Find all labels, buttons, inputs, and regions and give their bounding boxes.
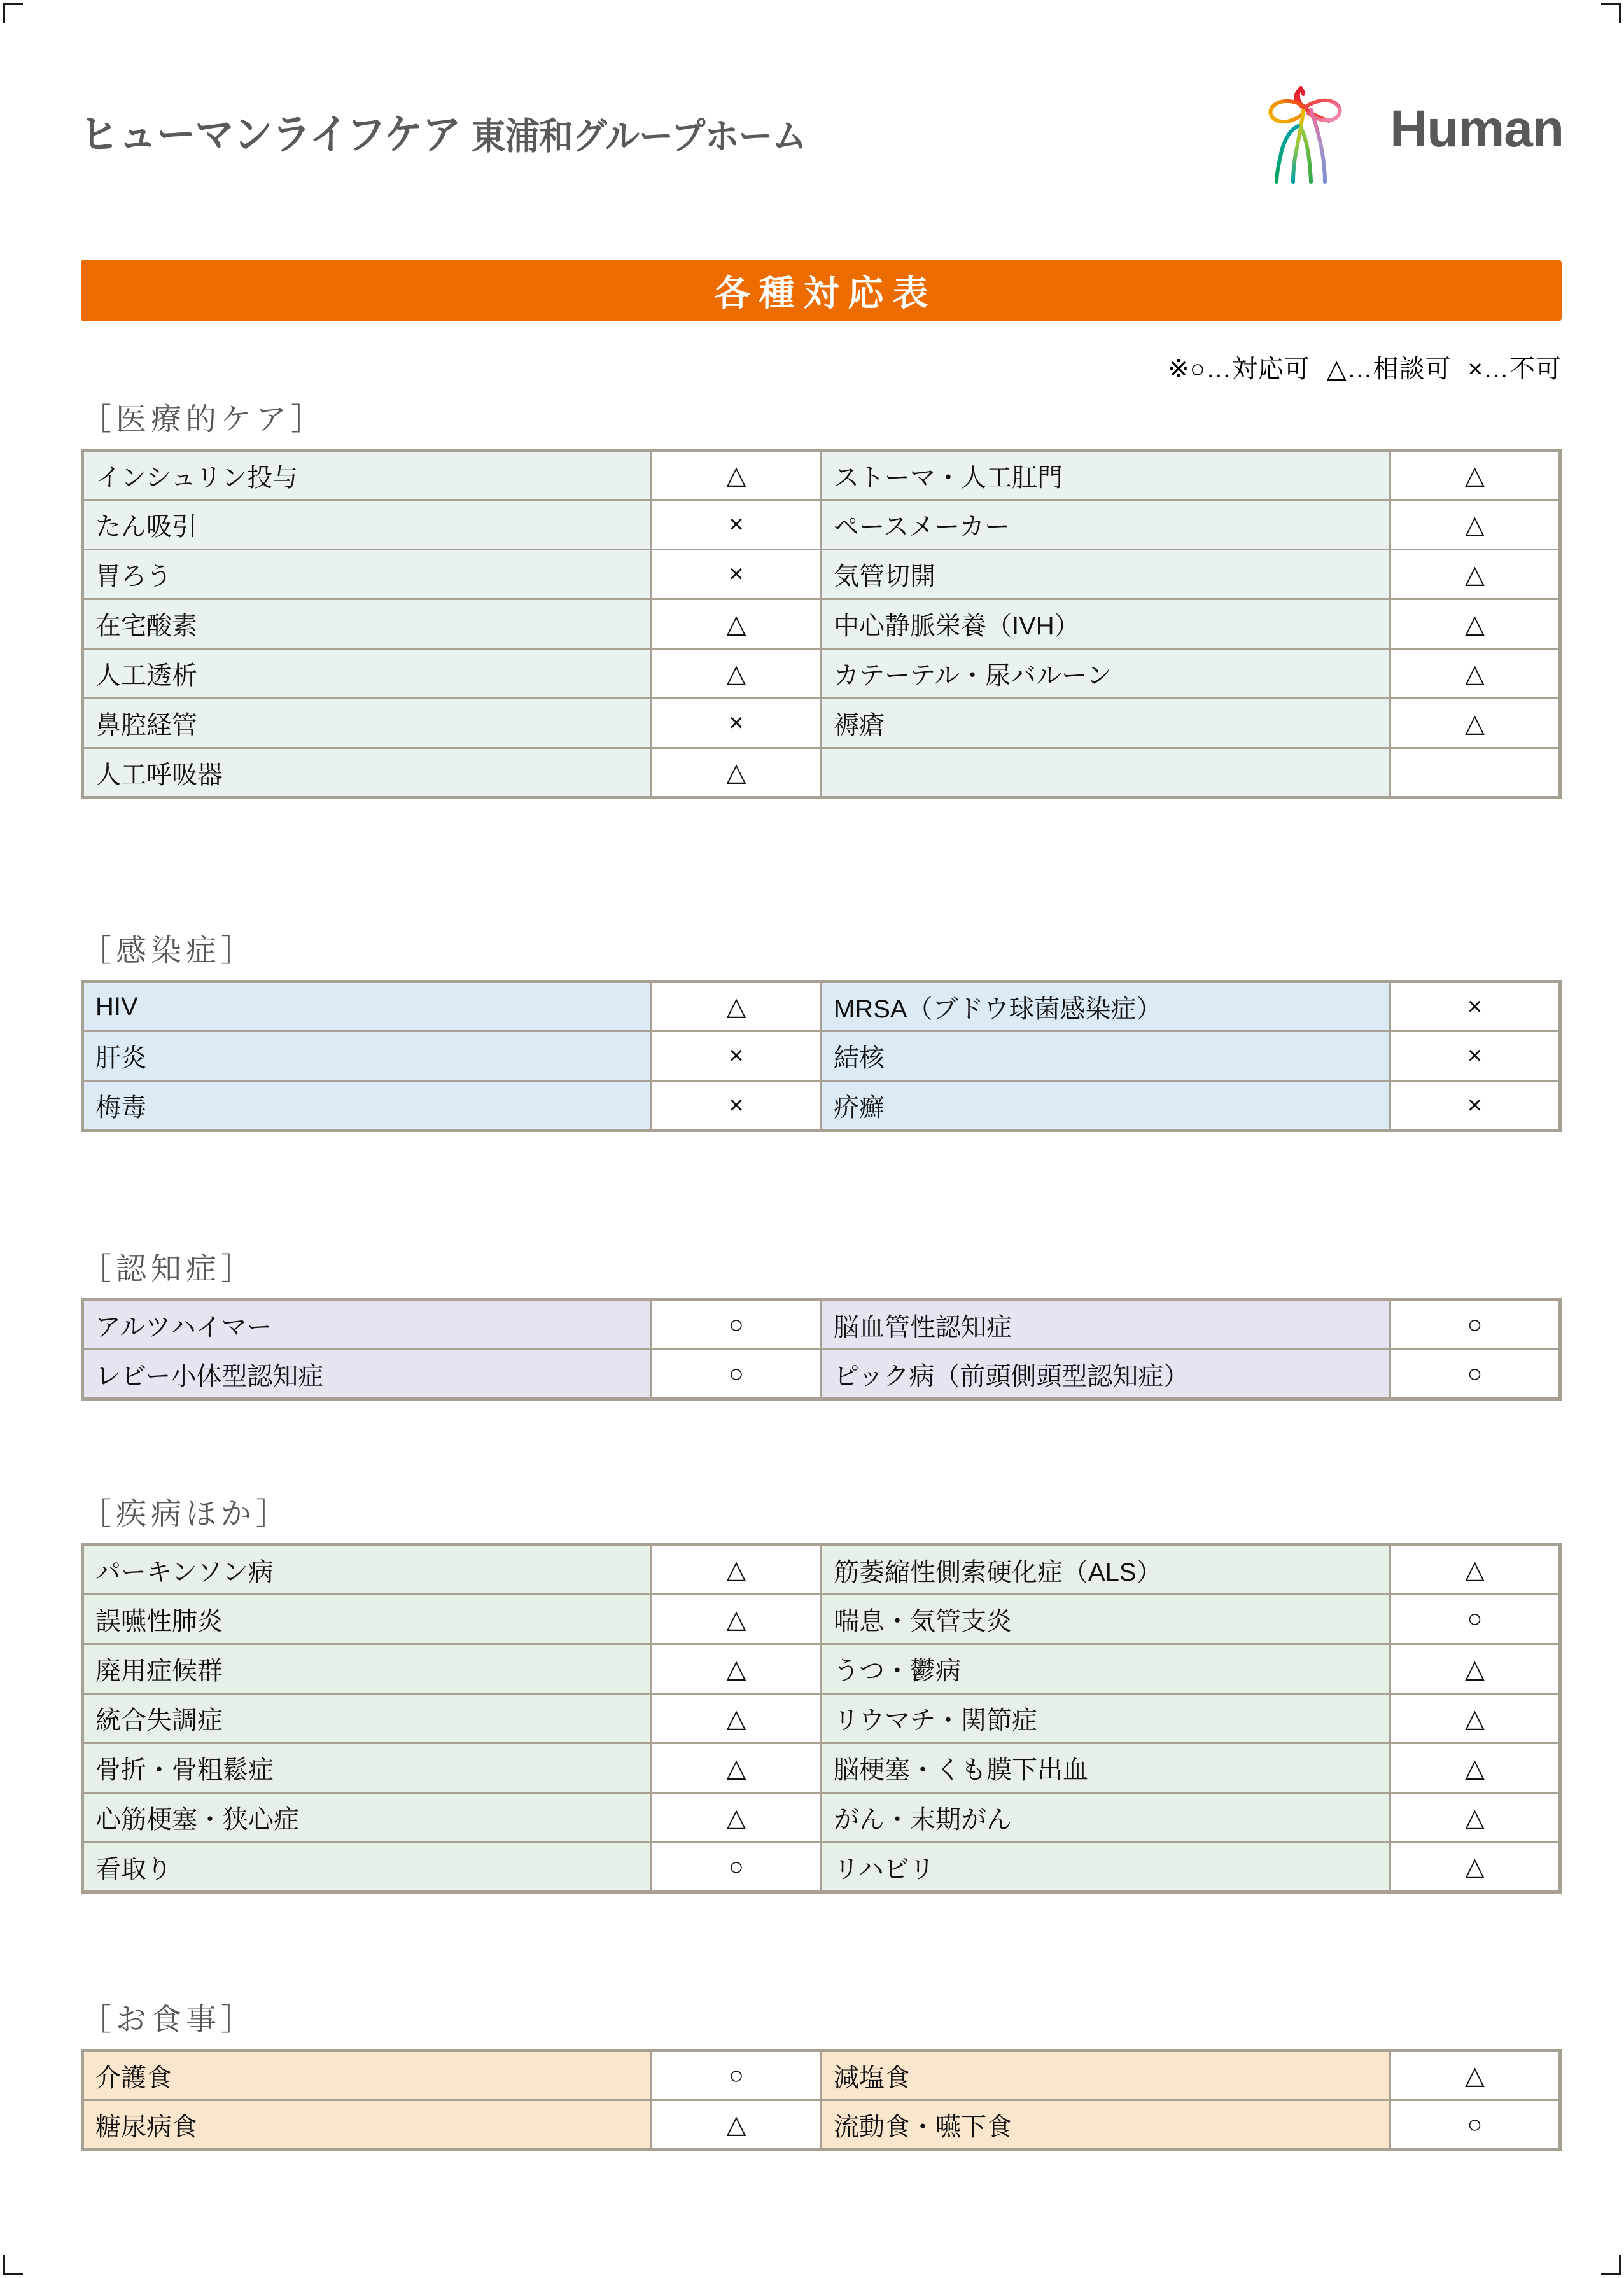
section-dementia <box>81 1244 1562 1401</box>
section-meals <box>81 1995 1562 2151</box>
section-heading-medical: ［医療的ケア］ <box>81 403 326 437</box>
item-mark: △ <box>1390 699 1560 748</box>
item-mark: △ <box>1390 550 1560 599</box>
item-label: 人工透析 <box>83 649 652 699</box>
table-row <box>83 1743 1560 1793</box>
item-label: 胃ろう <box>83 550 652 599</box>
table-row <box>83 1595 1560 1644</box>
item-label: ピック病（前頭側頭型認知症） <box>821 1350 1390 1399</box>
table-row <box>83 2051 1560 2100</box>
item-label: アルツハイマー <box>83 1300 652 1350</box>
item-mark: × <box>651 550 821 599</box>
table-row <box>83 1793 1560 1843</box>
table-row <box>83 982 1560 1031</box>
legend-triangle-symbol: △ <box>1326 355 1347 383</box>
item-label: うつ・鬱病 <box>821 1644 1390 1694</box>
legend-cross-symbol: × <box>1467 355 1483 383</box>
item-mark: ○ <box>651 1843 821 1892</box>
item-mark: △ <box>651 599 821 649</box>
item-label: パーキンソン病 <box>83 1545 652 1595</box>
item-label: リハビリ <box>821 1843 1390 1892</box>
item-label: 中心静脈栄養（IVH） <box>821 599 1390 649</box>
item-mark: △ <box>1390 500 1560 550</box>
item-mark: △ <box>1390 1644 1560 1694</box>
section-infectious-disease <box>81 926 1562 1132</box>
crop-mark-bottom-left <box>3 2255 23 2275</box>
item-mark: △ <box>1390 1545 1560 1595</box>
table-row <box>83 1694 1560 1743</box>
care-table-disease <box>81 1543 1562 1894</box>
item-label: 肝炎 <box>83 1031 652 1081</box>
item-mark: △ <box>651 1743 821 1793</box>
legend-circle-symbol: ○ <box>1189 355 1206 383</box>
item-label: 褥瘡 <box>821 699 1390 748</box>
item-mark: × <box>651 1081 821 1131</box>
section-medical-care <box>81 395 1562 799</box>
item-label: がん・末期がん <box>821 1793 1390 1843</box>
human-logo <box>1261 76 1564 185</box>
item-mark: △ <box>1390 599 1560 649</box>
item-label: たん吸引 <box>83 500 652 550</box>
item-label: ペースメーカー <box>821 500 1390 550</box>
item-label: 在宅酸素 <box>83 599 652 649</box>
crop-mark-bottom-right <box>1601 2255 1621 2275</box>
section-disease-other <box>81 1489 1562 1894</box>
section-heading-meal: ［お食事］ <box>81 2003 256 2037</box>
item-label: 梅毒 <box>83 1081 652 1131</box>
item-mark: ○ <box>1390 1595 1560 1644</box>
facility-name-brand: ヒューマンライフケア <box>80 111 461 158</box>
table-row <box>83 550 1560 599</box>
item-label: MRSA（ブドウ球菌感染症） <box>821 982 1390 1031</box>
item-label: 骨折・骨粗鬆症 <box>83 1743 652 1793</box>
item-label: インシュリン投与 <box>83 451 652 500</box>
item-mark: △ <box>651 748 821 798</box>
item-label: 流動食・嚥下食 <box>821 2100 1390 2150</box>
item-label <box>821 748 1390 798</box>
human-wordmark: Human <box>1390 100 1564 158</box>
item-mark: ○ <box>1390 2100 1560 2150</box>
section-heading-disease: ［疾病ほか］ <box>81 1497 291 1531</box>
item-label: 筋萎縮性側索硬化症（ALS） <box>821 1545 1390 1595</box>
table-row <box>83 1031 1560 1081</box>
table-row <box>83 1644 1560 1694</box>
table-row <box>83 1300 1560 1350</box>
item-mark: △ <box>651 1793 821 1843</box>
item-mark: △ <box>1390 2051 1560 2100</box>
item-mark: ○ <box>651 1300 821 1350</box>
table-row <box>83 1081 1560 1131</box>
table-row <box>83 649 1560 699</box>
page-title-banner <box>81 260 1562 321</box>
item-mark: △ <box>651 1644 821 1694</box>
item-label: 心筋梗塞・狭心症 <box>83 1793 652 1843</box>
table-row <box>83 599 1560 649</box>
item-mark: ○ <box>651 1350 821 1399</box>
item-label: 人工呼吸器 <box>83 748 652 798</box>
table-row <box>83 748 1560 798</box>
item-mark: △ <box>1390 1793 1560 1843</box>
document-header <box>80 76 1564 188</box>
item-mark: △ <box>651 1545 821 1595</box>
table-row <box>83 1545 1560 1595</box>
legend-circle-meaning: …対応可 <box>1205 355 1310 383</box>
item-mark <box>1390 748 1560 798</box>
table-row <box>83 2100 1560 2150</box>
item-label: 統合失調症 <box>83 1694 652 1743</box>
item-mark: △ <box>1390 649 1560 699</box>
legend-prefix: ※ <box>1168 355 1190 383</box>
table-row <box>83 699 1560 748</box>
item-label: 糖尿病食 <box>83 2100 652 2150</box>
item-mark: △ <box>651 2100 821 2150</box>
item-label: カテーテル・尿バルーン <box>821 649 1390 699</box>
item-label: ストーマ・人工肛門 <box>821 451 1390 500</box>
care-table-infection <box>81 980 1562 1132</box>
care-table-dementia <box>81 1298 1562 1401</box>
item-mark: △ <box>1390 1694 1560 1743</box>
human-figure-icon <box>1261 76 1376 185</box>
item-mark: △ <box>651 1595 821 1644</box>
legend-cross-meaning: …不可 <box>1483 355 1562 383</box>
item-label: 結核 <box>821 1031 1390 1081</box>
item-label: 気管切開 <box>821 550 1390 599</box>
item-mark: × <box>1390 1081 1560 1131</box>
item-mark: × <box>651 500 821 550</box>
legend <box>1168 349 1562 385</box>
section-heading-dementia: ［認知症］ <box>81 1252 256 1286</box>
item-label: 介護食 <box>83 2051 652 2100</box>
item-mark: ○ <box>651 2051 821 2100</box>
item-mark: × <box>651 1031 821 1081</box>
item-mark: △ <box>1390 1743 1560 1793</box>
table-row <box>83 500 1560 550</box>
item-label: 鼻腔経管 <box>83 699 652 748</box>
item-label: 脳梗塞・くも膜下出血 <box>821 1743 1390 1793</box>
table-row <box>83 1350 1560 1399</box>
item-label: 疥癬 <box>821 1081 1390 1131</box>
item-label: レビー小体型認知症 <box>83 1350 652 1399</box>
item-label: 看取り <box>83 1843 652 1892</box>
item-mark: ○ <box>1390 1350 1560 1399</box>
item-mark: × <box>1390 982 1560 1031</box>
item-label: 廃用症候群 <box>83 1644 652 1694</box>
item-label: 誤嚥性肺炎 <box>83 1595 652 1644</box>
item-mark: ○ <box>1390 1300 1560 1350</box>
item-mark: △ <box>651 982 821 1031</box>
item-mark: △ <box>651 1694 821 1743</box>
care-table-meal <box>81 2049 1562 2151</box>
item-mark: △ <box>651 649 821 699</box>
item-label: HIV <box>83 982 652 1031</box>
item-mark: × <box>651 699 821 748</box>
facility-name <box>80 101 806 161</box>
crop-mark-top-left <box>3 3 23 23</box>
item-label: 減塩食 <box>821 2051 1390 2100</box>
item-mark: △ <box>651 451 821 500</box>
legend-triangle-meaning: …相談可 <box>1347 355 1452 383</box>
crop-mark-top-right <box>1601 3 1621 23</box>
item-mark: △ <box>1390 1843 1560 1892</box>
facility-name-branch: 東浦和グループホーム <box>471 116 806 157</box>
care-table-medical <box>81 449 1562 799</box>
item-label: 脳血管性認知症 <box>821 1300 1390 1350</box>
item-label: リウマチ・関節症 <box>821 1694 1390 1743</box>
page-title: 各種対応表 <box>714 272 937 313</box>
table-row <box>83 1843 1560 1892</box>
item-mark: △ <box>1390 451 1560 500</box>
item-label: 喘息・気管支炎 <box>821 1595 1390 1644</box>
section-heading-infection: ［感染症］ <box>81 934 256 968</box>
table-row <box>83 451 1560 500</box>
item-mark: × <box>1390 1031 1560 1081</box>
